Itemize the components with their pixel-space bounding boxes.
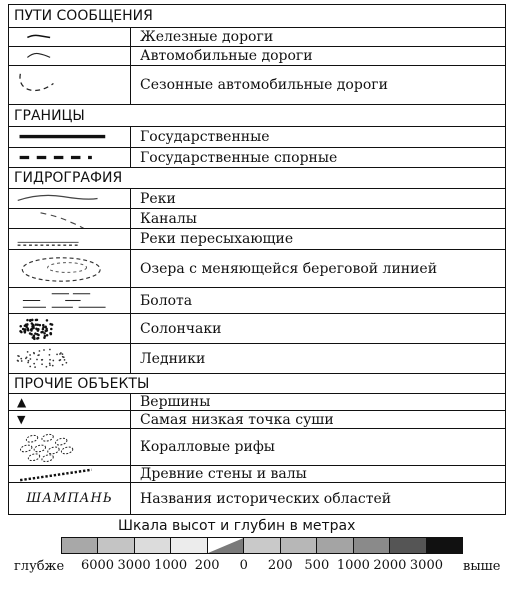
peak-triangle-icon — [9, 394, 131, 410]
legend-label: Государственные спорные — [140, 149, 338, 166]
legend-label: Озера с меняющейся береговой линией — [140, 260, 438, 277]
legend-row-coral-reefs — [9, 429, 505, 466]
lake-icon — [9, 250, 131, 287]
scale-tick-label: 1000 — [154, 558, 188, 573]
road-line-icon — [9, 47, 131, 65]
legend-row-intermittent-rivers — [9, 229, 505, 250]
coral-reef-icon — [9, 429, 131, 465]
section-header-transport: ПУТИ СООБЩЕНИЯ — [9, 5, 505, 28]
scale-right-label: выше — [463, 559, 501, 574]
historical-region-sample — [9, 483, 131, 514]
legend-label: Вершины — [140, 394, 211, 410]
map-legend — [8, 4, 506, 515]
section-header-hydrography: ГИДРОГРАФИЯ — [9, 168, 505, 189]
scale-segment — [135, 538, 171, 553]
legend-row-seasonal-roads — [9, 66, 505, 105]
scale-segment — [244, 538, 280, 553]
section-header-other-objects: ПРОЧИЕ ОБЪЕКТЫ — [9, 374, 505, 394]
legend-label: Древние стены и валы — [140, 466, 307, 482]
elevation-scale — [0, 516, 515, 590]
canal-icon — [9, 209, 131, 228]
scale-tick-label: 200 — [194, 558, 220, 573]
scale-tick-label: 1000 — [336, 558, 370, 573]
legend-label: Коралловые рифы — [140, 439, 275, 455]
legend-row-ancient-walls — [9, 466, 505, 483]
scale-segment — [171, 538, 207, 553]
seasonal-road-icon — [9, 66, 131, 104]
legend-label: Каналы — [140, 210, 197, 227]
lowest-point-glyph: ▼ — [17, 413, 26, 426]
peak-glyph: ▲ — [17, 395, 27, 409]
legend-label: Названия исторических областей — [140, 490, 392, 507]
scale-segment — [62, 538, 98, 553]
legend-row-lowest-point — [9, 411, 505, 429]
intermittent-river-icon — [9, 229, 131, 249]
legend-row-swamps — [9, 288, 505, 314]
legend-label: Автомобильные дороги — [140, 48, 313, 64]
scale-left-label: глубже — [14, 559, 65, 574]
scale-title: Шкала высот и глубин в метрах — [118, 518, 356, 534]
lowest-point-triangle-icon — [9, 411, 131, 428]
salt-marsh-icon — [9, 314, 131, 343]
scale-segment — [281, 538, 317, 553]
legend-label: Болота — [140, 292, 193, 309]
section-header-borders: ГРАНИЦЫ — [9, 105, 505, 127]
legend-label: Государственные — [140, 129, 270, 145]
swamp-icon — [9, 288, 131, 313]
scale-segment — [317, 538, 353, 553]
legend-row-rivers — [9, 189, 505, 209]
legend-label: Ледники — [140, 350, 206, 367]
scale-segment — [354, 538, 390, 553]
legend-label: Солончаки — [140, 320, 222, 337]
disputed-border-icon — [9, 148, 131, 167]
scale-tick-label: 3000 — [117, 558, 151, 573]
legend-row-state-border — [9, 127, 505, 148]
legend-row-disputed-border — [9, 148, 505, 168]
river-icon — [9, 189, 131, 208]
scale-segment — [390, 538, 426, 553]
legend-row-canals — [9, 209, 505, 229]
legend-label: Сезонные автомобильные дороги — [140, 77, 388, 93]
legend-label: Железные дороги — [140, 29, 274, 45]
scale-tick-label: 500 — [304, 558, 330, 573]
elevation-color-bar — [61, 537, 463, 554]
legend-label: Реки пересыхающие — [140, 231, 294, 247]
legend-row-glaciers — [9, 344, 505, 374]
scale-segment — [98, 538, 134, 553]
scale-segment — [208, 538, 244, 553]
legend-row-peaks — [9, 394, 505, 411]
legend-row-railways — [9, 28, 505, 47]
legend-row-historical-regions — [9, 483, 505, 514]
scale-tick-label: 3000 — [409, 558, 443, 573]
legend-row-salt-marsh — [9, 314, 505, 344]
scale-tick-label: 6000 — [80, 558, 115, 573]
ancient-wall-icon — [9, 466, 131, 482]
scale-tick-label: 0 — [239, 558, 248, 573]
scale-segment — [427, 538, 462, 553]
scale-tick-label: 2000 — [373, 558, 407, 573]
legend-row-lakes — [9, 250, 505, 288]
scale-tick-label: 200 — [267, 558, 293, 573]
legend-label: Реки — [140, 190, 176, 207]
legend-label: Самая низкая точка суши — [140, 411, 334, 428]
legend-row-roads — [9, 47, 505, 66]
railway-line-icon — [9, 28, 131, 46]
glacier-icon — [9, 344, 131, 373]
state-border-icon — [9, 127, 131, 147]
historical-region-name: ШАМПАНЬ — [26, 491, 113, 506]
